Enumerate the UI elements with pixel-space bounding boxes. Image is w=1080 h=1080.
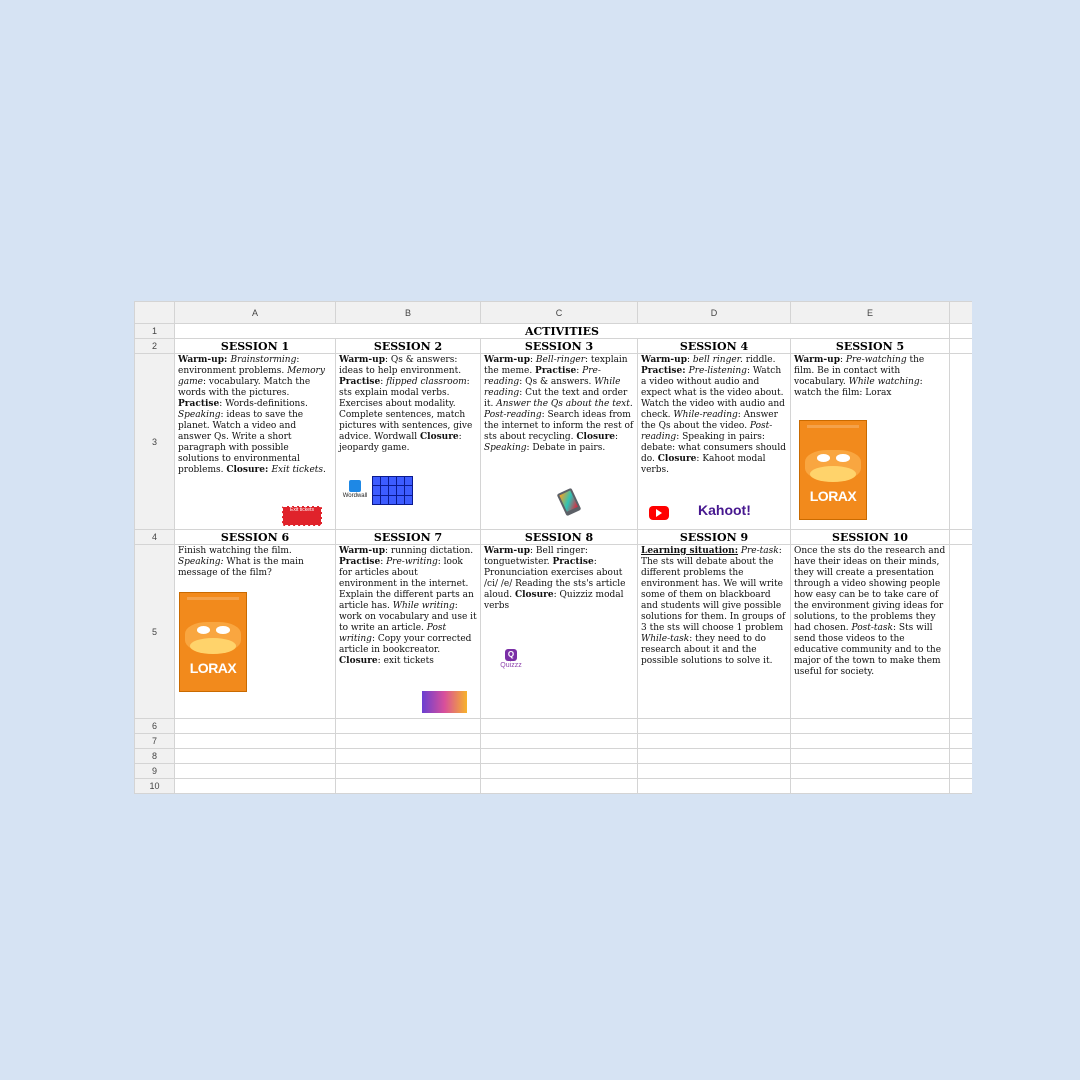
empty-cell[interactable] <box>950 749 973 764</box>
text-run: : Search ideas from the internet to inform the rest of sts about recycling. <box>484 410 634 442</box>
activity-cell[interactable] <box>175 545 336 719</box>
text-run: What is the main message of the film? <box>178 557 304 578</box>
empty-cell[interactable] <box>336 749 481 764</box>
row-header-8[interactable]: 8 <box>135 749 175 764</box>
lorax-poster <box>179 592 247 692</box>
laptop-icon <box>557 488 582 517</box>
text-run: Practise <box>552 557 594 567</box>
activity-text <box>336 545 480 667</box>
text-run: : exit tickets <box>377 656 434 666</box>
text-run: riddle. <box>742 355 776 365</box>
empty-cell[interactable] <box>481 779 638 794</box>
activity-text <box>791 545 949 678</box>
quizizz-label: Quizzz <box>500 662 522 669</box>
activity-cell[interactable] <box>638 354 791 530</box>
jeopardy-icon <box>372 476 413 505</box>
wordwall-icon <box>342 480 368 502</box>
text-run: Practise <box>339 377 381 387</box>
empty-cell[interactable] <box>791 779 950 794</box>
text-run: Pre-writing <box>386 557 438 567</box>
empty-cell[interactable] <box>336 779 481 794</box>
session-header[interactable]: SESSION 6 <box>175 530 336 545</box>
text-run: Closure <box>339 656 378 666</box>
ticket-label: Exit tickets <box>290 507 314 513</box>
select-all-corner[interactable] <box>135 302 175 324</box>
text-run: : Watch a video without audio and expect what is the video about. Watch the video with audio and check. <box>641 366 785 420</box>
text-run: : Bell ringer: tonguetwister. <box>484 546 588 567</box>
activity-cell[interactable] <box>481 354 638 530</box>
text-run: Warm-up <box>794 355 840 365</box>
text-run: : look for articles about environment in the internet. Explain the different parts an article has. <box>339 557 474 611</box>
text-run: : Answer the Qs about the video. <box>641 410 778 431</box>
text-run: Warm-up <box>339 355 385 365</box>
row-header-3[interactable]: 3 <box>135 354 175 530</box>
text-run: : Pronunciation exercises about /ci/ /e/ Reading the sts's article aloud. <box>484 557 626 600</box>
text-run: Finish watching the film. <box>178 546 292 556</box>
text-run: Closure <box>420 432 459 442</box>
row-header-2[interactable]: 2 <box>135 339 175 354</box>
activity-text <box>336 354 480 454</box>
empty-cell[interactable] <box>791 734 950 749</box>
text-run: Closure: <box>226 465 272 475</box>
text-run: : Words-definitions. <box>219 399 308 409</box>
empty-cell[interactable] <box>950 734 973 749</box>
session-header[interactable]: SESSION 9 <box>638 530 791 545</box>
text-run: Practise <box>339 557 381 567</box>
text-run: : <box>615 432 619 442</box>
text-run: : <box>530 355 536 365</box>
text-run: Brainstorming <box>230 355 297 365</box>
text-run: : <box>380 557 387 567</box>
activity-cell[interactable] <box>175 354 336 530</box>
text-run: : Qs & answers. <box>519 377 595 387</box>
text-run: Pre-task <box>740 546 779 556</box>
activity-text <box>175 354 335 476</box>
text-run: Warm-up <box>484 355 530 365</box>
text-run: Practise: <box>641 366 689 376</box>
empty-cell[interactable] <box>950 764 973 779</box>
text-run: While watching <box>848 377 920 387</box>
activity-cell[interactable] <box>481 545 638 719</box>
activity-cell[interactable] <box>638 545 791 719</box>
session-header[interactable]: SESSION 5 <box>791 339 950 354</box>
empty-cell[interactable] <box>175 719 336 734</box>
text-run: While reading <box>484 377 621 398</box>
text-run: : sts explain modal verbs. Exercises about modality. Complete sentences, match pictures with sentences, give advice. Wordwall <box>339 377 473 442</box>
ticket-icon <box>282 506 322 526</box>
activity-text <box>481 545 637 612</box>
sheet-grid <box>134 301 972 794</box>
text-run: Closure <box>514 590 554 600</box>
kahoot-icon <box>698 502 758 520</box>
text-run: Warm-up <box>339 546 385 556</box>
text-run: : <box>576 366 583 376</box>
empty-cell[interactable] <box>791 749 950 764</box>
row-header-5[interactable]: 5 <box>135 545 175 719</box>
session-header[interactable]: SESSION 4 <box>638 339 791 354</box>
text-run: Speaking <box>484 443 527 453</box>
text-run: : <box>840 355 846 365</box>
row-header-10[interactable]: 10 <box>135 779 175 794</box>
row-header-9[interactable]: 9 <box>135 764 175 779</box>
row-header-4[interactable]: 4 <box>135 530 175 545</box>
text-run: Closure <box>657 454 697 464</box>
text-run: Memory game <box>178 366 325 387</box>
wordwall-label: Wordwall <box>342 493 368 499</box>
text-run: While-task <box>641 634 690 644</box>
empty-cell[interactable] <box>638 734 791 749</box>
text-run: : work on vocabulary and use it to write an article. <box>339 601 477 633</box>
kahoot-label: Kahoot! <box>698 502 751 518</box>
empty-cell[interactable] <box>336 764 481 779</box>
text-run: Closure <box>576 432 616 442</box>
empty-cell[interactable] <box>791 764 950 779</box>
empty-cell[interactable] <box>638 779 791 794</box>
text-run: : watch the film: Lorax <box>794 377 923 398</box>
cell-f[interactable] <box>950 339 973 354</box>
empty-cell[interactable] <box>950 779 973 794</box>
text-run: Pre-reading <box>484 366 601 387</box>
text-run: : jeopardy game. <box>339 432 462 453</box>
activity-text <box>175 545 335 579</box>
activity-cell[interactable] <box>791 545 950 719</box>
text-run: : Qs & answers: ideas to help environment. <box>339 355 462 376</box>
text-run: While-reading <box>673 410 738 420</box>
text-run: : they need to do research about it and the possible solutions to solve it. <box>641 634 773 666</box>
activity-text <box>638 545 790 667</box>
empty-cell[interactable] <box>481 734 638 749</box>
text-run: : ideas to save the planet. Watch a video and answer Qs. Write a short paragraph with possible solutions to environmental problems. <box>178 410 304 475</box>
text-run: : vocabulary. Match the words with the pictures. <box>178 377 311 398</box>
session-header[interactable]: SESSION 3 <box>481 339 638 354</box>
text-run: Bell-ringer <box>535 355 586 365</box>
text-run: Practise <box>535 366 577 376</box>
row-header-1[interactable]: 1 <box>135 324 175 339</box>
session-header[interactable]: SESSION 7 <box>336 530 481 545</box>
text-run: bell ringer. <box>692 355 743 365</box>
text-run: flipped classroom <box>386 377 467 387</box>
text-run: Warm-up: <box>178 355 231 365</box>
text-run: : running dictation. <box>385 546 474 556</box>
text-run: : texplain the meme. <box>484 355 628 376</box>
column-header-d[interactable]: D <box>638 302 791 324</box>
text-run: : environment problems. <box>178 355 300 376</box>
text-run: Post-task <box>851 623 893 633</box>
session-header[interactable]: SESSION 8 <box>481 530 638 545</box>
lorax-poster <box>799 420 867 520</box>
text-run: : <box>687 355 693 365</box>
text-run: : Copy your corrected article in bookcreator. <box>339 634 472 655</box>
text-run: Pre-watching <box>845 355 907 365</box>
empty-cell[interactable] <box>481 719 638 734</box>
text-run: : Sts will send those videos to the educative community and to the major of the town to make them useful for society. <box>794 623 942 677</box>
lorax-title: LORAX <box>809 487 857 504</box>
text-run: While writing <box>392 601 455 611</box>
empty-cell[interactable] <box>791 719 950 734</box>
empty-cell[interactable] <box>950 719 973 734</box>
text-run: Learning situation: <box>641 546 739 556</box>
text-run: Post-reading <box>641 421 773 442</box>
empty-cell[interactable] <box>638 764 791 779</box>
empty-cell[interactable] <box>336 719 481 734</box>
empty-cell[interactable] <box>175 749 336 764</box>
activity-cell[interactable] <box>336 354 481 530</box>
session-header[interactable]: SESSION 1 <box>175 339 336 354</box>
cell-f[interactable] <box>950 530 973 545</box>
bookcreator-icon <box>422 691 467 713</box>
text-run: : Speaking in pairs: debate: what consumers should do. <box>641 432 786 464</box>
column-header-e[interactable]: E <box>791 302 950 324</box>
column-header-f[interactable] <box>950 302 973 324</box>
text-run: Warm-up <box>484 546 530 556</box>
text-run: Speaking: <box>178 557 224 567</box>
row-header-7[interactable]: 7 <box>135 734 175 749</box>
text-run: : Quizziz modal verbs <box>484 590 624 611</box>
activity-text <box>791 354 949 399</box>
activity-cell[interactable] <box>336 545 481 719</box>
empty-cell[interactable] <box>638 749 791 764</box>
empty-cell[interactable] <box>336 734 481 749</box>
text-run: : Debate in pairs. <box>526 443 606 453</box>
text-run: : Cut the text and order it. <box>484 388 628 409</box>
session-header[interactable]: SESSION 10 <box>791 530 950 545</box>
quizizz-icon: Q Quizzz <box>500 650 522 669</box>
text-run: Pre-listening <box>688 366 747 376</box>
empty-cell[interactable] <box>175 779 336 794</box>
text-run: Speaking <box>178 410 221 420</box>
column-header-b[interactable]: B <box>336 302 481 324</box>
text-run: the film. Be in contact with vocabulary. <box>794 355 925 387</box>
cell-f1[interactable] <box>950 324 973 339</box>
cell-f[interactable] <box>950 354 973 530</box>
text-run: : <box>380 377 387 387</box>
empty-cell[interactable] <box>481 749 638 764</box>
activity-cell[interactable] <box>791 354 950 530</box>
column-header-c[interactable]: C <box>481 302 638 324</box>
row-header-6[interactable]: 6 <box>135 719 175 734</box>
text-run: Warm-up <box>641 355 687 365</box>
text-run: : The sts will debate about the different problems the environment has. We will write some of them on blackboard and students will give possible solutions for them. In groups of 3 the sts will choose 1 problem <box>641 546 786 633</box>
column-header-a[interactable]: A <box>175 302 336 324</box>
text-run: Post writing <box>339 623 447 644</box>
text-run: Answer the Qs about the text. Post-reading <box>484 399 633 420</box>
text-run: Once the sts do the research and have their ideas on their minds, they will create a presentation through a video showing people how easy can be to take care of the environment giving ideas for solutions, to the problems they had chosen. <box>794 546 946 633</box>
activity-text <box>481 354 637 454</box>
empty-cell[interactable] <box>481 764 638 779</box>
spreadsheet[interactable] <box>134 301 972 794</box>
empty-cell[interactable] <box>638 719 791 734</box>
text-run: : Kahoot modal verbs. <box>641 454 766 475</box>
session-header[interactable]: SESSION 2 <box>336 339 481 354</box>
text-run: Practise <box>178 399 220 409</box>
activity-text <box>638 354 790 476</box>
youtube-icon <box>649 506 669 520</box>
activities-title[interactable]: ACTIVITIES <box>175 324 950 339</box>
cell-f[interactable] <box>950 545 973 719</box>
empty-cell[interactable] <box>175 764 336 779</box>
empty-cell[interactable] <box>175 734 336 749</box>
text-run: Exit tickets. <box>271 465 326 475</box>
lorax-title: LORAX <box>189 659 237 676</box>
